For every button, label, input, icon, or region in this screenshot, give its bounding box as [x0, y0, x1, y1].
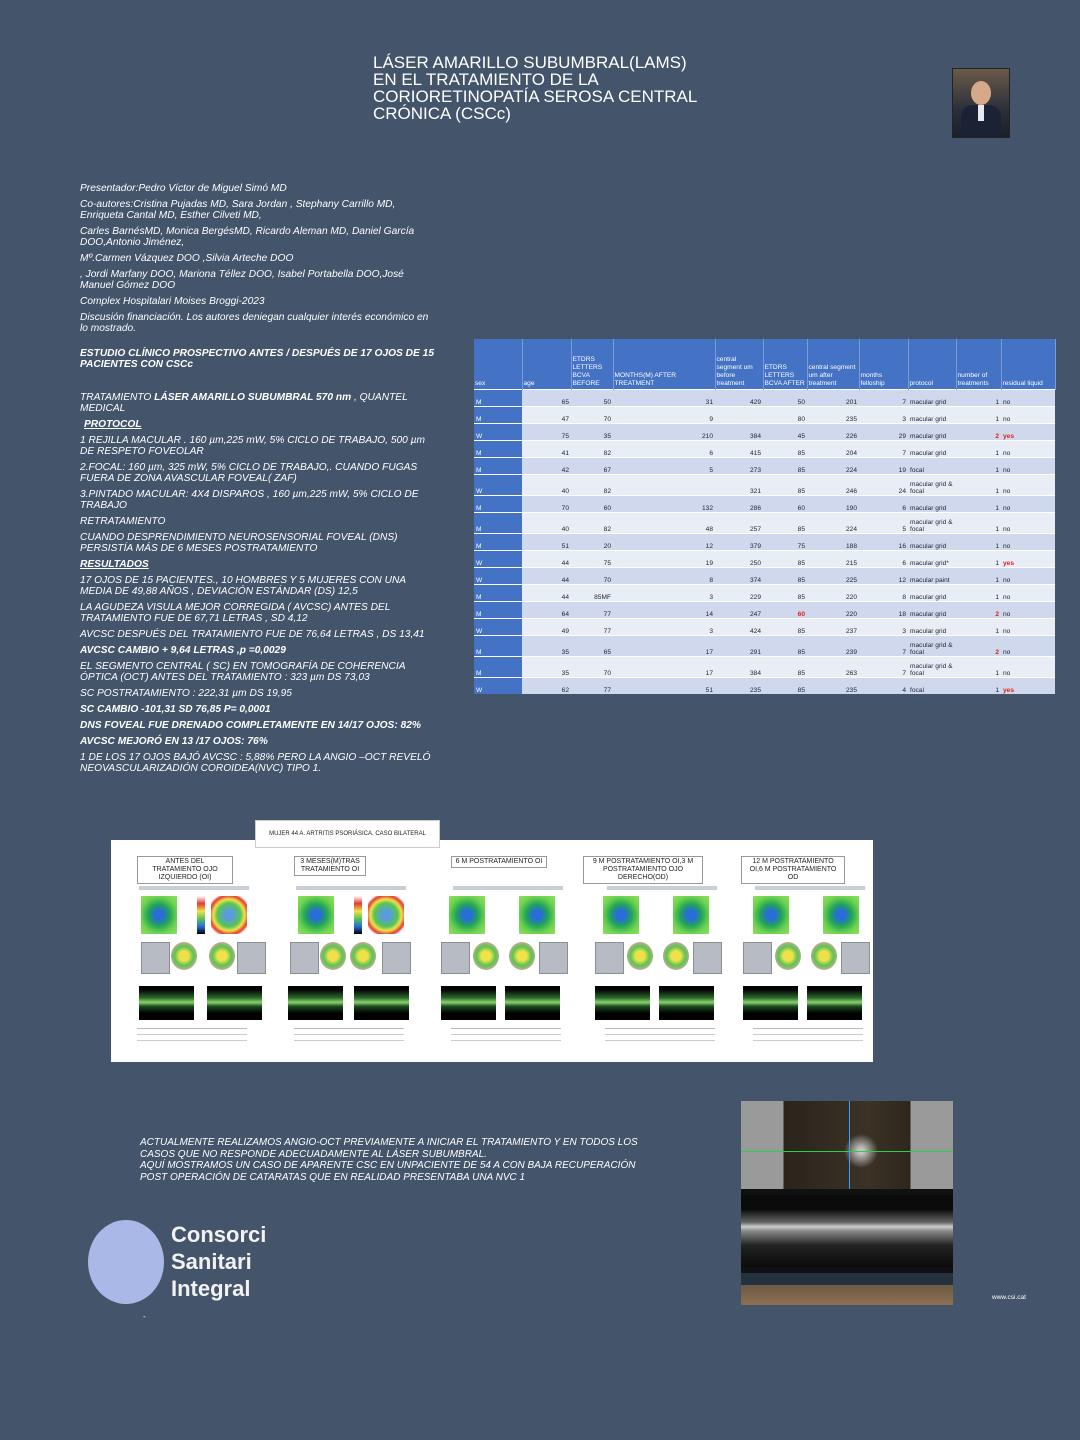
protocol-item: 3.PINTADO MACULAR: 4X4 DISPAROS , 160 µm,225 mW, 5% CICLO DE TRABAJO: [80, 489, 419, 511]
table-cell: 257: [715, 513, 763, 534]
retreat-text: CUANDO DESPRENDIMIENTO NEUROSENSORIAL FOVEAL (DNS) PERSISTÍA MÁS DE 6 MESES POSTRATAMIENTO: [80, 532, 398, 554]
table-cell: 1: [956, 551, 1001, 568]
result: DNS FOVEAL FUE DRENADO COMPLETAMENTE EN 14/17 OJOS: 82%: [80, 720, 421, 731]
table-cell: 70: [571, 657, 613, 678]
table-cell: 384: [715, 424, 763, 441]
table-cell: no: [1001, 657, 1055, 678]
coauthors: Mº.Carmen Vázquez DOO ,Silvia Arteche DOO: [80, 253, 294, 264]
table-cell: 85: [763, 585, 807, 602]
table-cell: 1: [956, 568, 1001, 585]
table-cell: 1: [956, 619, 1001, 636]
oct-report: [276, 848, 421, 1053]
table-cell: 19: [613, 551, 715, 568]
table-cell: no: [1001, 441, 1055, 458]
table-cell: 239: [807, 636, 859, 657]
table-cell: no: [1001, 534, 1055, 551]
table-cell: no: [1001, 458, 1055, 475]
table-cell: no: [1001, 496, 1055, 513]
table-cell: 235: [715, 678, 763, 695]
table-cell: no: [1001, 407, 1055, 424]
logo-text: Consorci Sanitari Integral: [171, 1222, 267, 1301]
table-cell: 70: [571, 407, 613, 424]
table-cell: 5: [613, 458, 715, 475]
column-header: number of treatments: [956, 339, 1001, 390]
table-cell: 75: [522, 424, 571, 441]
table-row: [474, 585, 1055, 602]
table-cell: no: [1001, 568, 1055, 585]
table-cell: M: [474, 534, 522, 551]
oct-panel: [111, 840, 873, 1062]
table-cell: M: [474, 636, 522, 657]
table-cell: 51: [522, 534, 571, 551]
table-cell: 35: [571, 424, 613, 441]
table-cell: 2: [956, 602, 1001, 619]
table-cell: 384: [715, 657, 763, 678]
table-cell: 75: [571, 551, 613, 568]
table-cell: 3: [613, 619, 715, 636]
table-cell: 24: [859, 475, 908, 496]
protocol-item: 1 REJILLA MACULAR . 160 µm,225 mW, 5% CICLO DE TRABAJO, 500 µm DE RESPETO FOVEOLAR: [80, 435, 426, 457]
table-cell: macular grid & focal: [908, 657, 956, 678]
table-row: [474, 513, 1055, 534]
oct-caption: 6 M POSTRATAMIENTO OI: [451, 856, 547, 868]
table-row: [474, 678, 1055, 695]
title-line: EN EL TRATAMIENTO DE LA: [373, 70, 599, 89]
presenter-photo: [952, 68, 1010, 138]
angio-oct-note: ACTUALMENTE REALIZAMOS ANGIO-OCT PREVIAMENTE A INICIAR EL TRATAMIENTO Y EN TODOS LOS CASOS QUE NO RESPONDE ADECUADAMENTE AL LÁSER SUBUMBRAL. AQUÍ MOSTRAMOS UN CASO DE APARENTE CSC EN UNPACIENTE DE 54 A CON BAJA RECUPERACIÓN POST OPERACIÓN DE CATARATAS QUE EN REALIDAD PRESENTABA UNA NVC 1: [140, 1137, 638, 1183]
table-cell: 50: [571, 390, 613, 407]
table-cell: [715, 407, 763, 424]
oct-report: [735, 848, 880, 1053]
table-cell: W: [474, 424, 522, 441]
patients-table: [474, 339, 1056, 694]
table-row: [474, 657, 1055, 678]
table-cell: 220: [807, 585, 859, 602]
table-cell: 85: [763, 513, 807, 534]
study-design: ESTUDIO CLÍNICO PROSPECTIVO ANTES / DESPUÉS DE 17 OJOS DE 15 PACIENTES CON CSCc: [80, 348, 435, 370]
table-cell: 85MF: [571, 585, 613, 602]
table-cell: 250: [715, 551, 763, 568]
presenter: Presentador:Pedro Víctor de Miguel Simó MD: [80, 183, 287, 194]
table-cell: 29: [859, 424, 908, 441]
table-cell: 47: [522, 407, 571, 424]
table-cell: macular grid: [908, 619, 956, 636]
left-column: [80, 183, 435, 779]
table-cell: 60: [571, 496, 613, 513]
oct-caption: 3 MESES(M)TRAS TRATAMIENTO OI: [294, 856, 366, 876]
column-header: central segment um after treatment: [807, 339, 859, 390]
table-row: [474, 475, 1055, 496]
footer-mark: -: [143, 1312, 146, 1321]
table-cell: macular grid & focal: [908, 475, 956, 496]
table-cell: 1: [956, 585, 1001, 602]
table-cell: M: [474, 390, 522, 407]
table-cell: macular grid: [908, 534, 956, 551]
table-cell: 65: [571, 636, 613, 657]
table-cell: 379: [715, 534, 763, 551]
table-cell: 51: [613, 678, 715, 695]
oct-report: [433, 848, 578, 1053]
table-cell: 1: [956, 513, 1001, 534]
table-cell: 226: [807, 424, 859, 441]
table-cell: no: [1001, 475, 1055, 496]
table-cell: 5: [859, 513, 908, 534]
table-cell: 210: [613, 424, 715, 441]
table-cell: macular grid: [908, 390, 956, 407]
column-header: protocol: [908, 339, 956, 390]
table-cell: 35: [522, 657, 571, 678]
table-cell: 82: [571, 441, 613, 458]
result: AVCSC DESPUÉS DEL TRATAMIENTO FUE DE 76,64 LETRAS , DS 13,41: [80, 629, 425, 640]
table-cell: 12: [613, 534, 715, 551]
table-cell: M: [474, 441, 522, 458]
column-header: sex: [474, 339, 522, 390]
table-cell: 225: [807, 568, 859, 585]
table-cell: M: [474, 657, 522, 678]
table-cell: macular grid: [908, 602, 956, 619]
table-cell: 429: [715, 390, 763, 407]
column-header: MONTHS(M) AFTER TREATMENT: [613, 339, 715, 390]
table-cell: 1: [956, 534, 1001, 551]
table-row: [474, 496, 1055, 513]
table-cell: 35: [522, 636, 571, 657]
table-cell: 45: [763, 424, 807, 441]
table-cell: yes: [1001, 678, 1055, 695]
table-cell: 215: [807, 551, 859, 568]
table-cell: 85: [763, 678, 807, 695]
result: AVCSC MEJORÓ EN 13 /17 OJOS: 76%: [80, 736, 268, 747]
case-label: MUJER 44 A. ARTRITIS PSORIÁSICA. CASO BILATERAL: [255, 820, 440, 848]
table-cell: M: [474, 585, 522, 602]
table-cell: W: [474, 619, 522, 636]
table-cell: 235: [807, 407, 859, 424]
table-row: [474, 424, 1055, 441]
table-cell: 1: [956, 390, 1001, 407]
table-cell: W: [474, 475, 522, 496]
table-row: [474, 441, 1055, 458]
table-cell: 415: [715, 441, 763, 458]
result: LA AGUDEZA VISULA MEJOR CORREGIDA ( AVCSC) ANTES DEL TRATAMIENTO FUE DE 67,71 LETRAS , SD 4,12: [80, 602, 391, 624]
table-cell: 3: [859, 619, 908, 636]
table-row: [474, 619, 1055, 636]
table-cell: 374: [715, 568, 763, 585]
protocol-item: 2.FOCAL: 160 µm, 325 mW, 5% CICLO DE TRABAJO,. CUANDO FUGAS FUERA DE ZONA AVASCULAR FOVEAL( ZAF): [80, 462, 418, 484]
column-header: residual liquid: [1001, 339, 1055, 390]
table-cell: 41: [522, 441, 571, 458]
table-cell: 2: [956, 424, 1001, 441]
table-cell: 85: [763, 636, 807, 657]
angio-oct-photo: [741, 1101, 953, 1305]
table-cell: 8: [859, 585, 908, 602]
table-cell: 7: [859, 390, 908, 407]
table-cell: 62: [522, 678, 571, 695]
table-cell: 1: [956, 441, 1001, 458]
table-cell: 247: [715, 602, 763, 619]
table-cell: 49: [522, 619, 571, 636]
table-cell: 17: [613, 636, 715, 657]
column-header: months felloship: [859, 339, 908, 390]
result: 1 DE LOS 17 OJOS BAJÓ AVCSC : 5,88% PERO LA ANGIO –OCT REVELÓ NEOVASCULARIZADIÓN COROIDEA(NVC) TIPO 1.: [80, 752, 431, 774]
table-cell: 1: [956, 496, 1001, 513]
table-cell: 321: [715, 475, 763, 496]
table-cell: no: [1001, 390, 1055, 407]
result: EL SEGMENTO CENTRAL ( SC) EN TOMOGRAFÍA DE COHERENCIA ÓPTICA (OCT) ANTES DEL TRATAMIENTO : 323 µm DS 73,03: [80, 661, 406, 683]
table-row: [474, 407, 1055, 424]
table-cell: 65: [522, 390, 571, 407]
table-cell: 17: [613, 657, 715, 678]
table-cell: 4: [859, 678, 908, 695]
table-cell: W: [474, 568, 522, 585]
table-cell: 6: [859, 551, 908, 568]
logo-circle-icon: [88, 1220, 164, 1304]
table-cell: 424: [715, 619, 763, 636]
result: SC POSTRATAMIENTO : 222,31 µm DS 19,95: [80, 688, 292, 699]
table-cell: macular grid & focal: [908, 513, 956, 534]
oct-caption: 9 M POSTRATAMIENTO OI,3 M POSTRATAMIENTO OJO DERECHO(OD): [583, 856, 703, 884]
table-cell: 237: [807, 619, 859, 636]
table-cell: 224: [807, 458, 859, 475]
table-cell: 7: [859, 636, 908, 657]
table-cell: 263: [807, 657, 859, 678]
coauthors: Carles BarnésMD, Monica BergésMD, Ricardo Aleman MD, Daniel García DOO,Antonio Jiménez,: [80, 226, 415, 248]
table-cell: 42: [522, 458, 571, 475]
table-cell: 80: [763, 407, 807, 424]
table-cell: 70: [571, 568, 613, 585]
table-cell: 132: [613, 496, 715, 513]
table-cell: 2: [956, 636, 1001, 657]
table-row: [474, 602, 1055, 619]
table-cell: 44: [522, 585, 571, 602]
table-cell: W: [474, 551, 522, 568]
table-cell: macular grid*: [908, 551, 956, 568]
table-row: [474, 458, 1055, 475]
table-cell: 82: [571, 513, 613, 534]
table-cell: 77: [571, 678, 613, 695]
table-cell: 286: [715, 496, 763, 513]
table-cell: no: [1001, 513, 1055, 534]
table-cell: 9: [613, 407, 715, 424]
table-row: [474, 551, 1055, 568]
oct-caption: 12 M POSTRATAMIENTO OI,6 M POSTRATAMIENTO OD: [741, 856, 845, 884]
column-header: age: [522, 339, 571, 390]
table-cell: yes: [1001, 551, 1055, 568]
treatment: TRATAMIENTO LÁSER AMARILLO SUBUMBRAL 570 nm , QUANTEL MEDICAL: [80, 392, 408, 414]
disclosure: Discusión financiación. Los autores deniegan cualquier interés económico en lo mostrado.: [80, 312, 429, 334]
table-cell: macular grid: [908, 424, 956, 441]
table-cell: no: [1001, 602, 1055, 619]
oct-report: [119, 848, 264, 1053]
table-cell: 190: [807, 496, 859, 513]
table-cell: focal: [908, 678, 956, 695]
results-heading: RESULTADOS: [80, 559, 149, 570]
table-row: [474, 636, 1055, 657]
table-cell: yes: [1001, 424, 1055, 441]
table-cell: 60: [763, 602, 807, 619]
table-cell: 85: [763, 619, 807, 636]
table-cell: 3: [613, 585, 715, 602]
table-row: [474, 534, 1055, 551]
table-cell: 20: [571, 534, 613, 551]
table-cell: 1: [956, 678, 1001, 695]
oct-caption: ANTES DEL TRATAMIENTO OJO IZQUIERDO (OI): [137, 856, 233, 884]
table-cell: 7: [859, 657, 908, 678]
table-cell: 82: [571, 475, 613, 496]
table-cell: 1: [956, 475, 1001, 496]
oct-report: [587, 848, 732, 1053]
institution: Complex Hospitalari Moises Broggi-2023: [80, 296, 265, 307]
table-cell: 7: [859, 441, 908, 458]
table-cell: 67: [571, 458, 613, 475]
table-cell: 16: [859, 534, 908, 551]
table-cell: W: [474, 678, 522, 695]
table-cell: 6: [859, 496, 908, 513]
table-cell: 19: [859, 458, 908, 475]
poster-title: [373, 54, 793, 122]
result: 17 OJOS DE 15 PACIENTES., 10 HOMBRES Y 5 MUJERES CON UNA MEDIA DE 49,88 AÑOS , DEVIACIÓN ESTÁNDAR (DS) 12,5: [80, 575, 406, 597]
table-cell: no: [1001, 619, 1055, 636]
coauthors: Co-autores:Cristina Pujadas MD, Sara Jordan , Stephany Carrillo MD, Enriqueta Cantal MD, Esther Cilveti MD,: [80, 199, 396, 221]
table-cell: M: [474, 458, 522, 475]
result: SC CAMBIO -101,31 SD 76,85 P= 0,0001: [80, 704, 271, 715]
website: www.csi.cat: [992, 1294, 1026, 1301]
table-cell: 85: [763, 475, 807, 496]
table-cell: macular grid: [908, 496, 956, 513]
table-cell: 204: [807, 441, 859, 458]
table-cell: 12: [859, 568, 908, 585]
table-cell: 220: [807, 602, 859, 619]
table-cell: 85: [763, 657, 807, 678]
table-cell: 60: [763, 496, 807, 513]
table-cell: 235: [807, 678, 859, 695]
title-line: LÁSER AMARILLO SUBUMBRAL(LAMS): [373, 53, 687, 72]
table-cell: 3: [859, 407, 908, 424]
table-cell: 1: [956, 407, 1001, 424]
table-cell: 40: [522, 513, 571, 534]
table-cell: macular paint: [908, 568, 956, 585]
table-cell: 246: [807, 475, 859, 496]
table-cell: 18: [859, 602, 908, 619]
coauthors: , Jordi Marfany DOO, Mariona Téllez DOO, Isabel Portabella DOO,José Manuel Gómez DOO: [80, 269, 404, 291]
table-cell: M: [474, 407, 522, 424]
table-cell: no: [1001, 636, 1055, 657]
table-cell: 14: [613, 602, 715, 619]
table-cell: 85: [763, 568, 807, 585]
table-cell: 291: [715, 636, 763, 657]
table-body: [474, 390, 1055, 695]
table-row: [474, 568, 1055, 585]
table-cell: 188: [807, 534, 859, 551]
table-cell: 85: [763, 551, 807, 568]
table-cell: 8: [613, 568, 715, 585]
table-cell: M: [474, 513, 522, 534]
table-cell: 85: [763, 458, 807, 475]
table-cell: 6: [613, 441, 715, 458]
table-cell: 40: [522, 475, 571, 496]
table-cell: 1: [956, 657, 1001, 678]
table-cell: [613, 475, 715, 496]
table-cell: 85: [763, 441, 807, 458]
table-cell: 77: [571, 619, 613, 636]
protocol-heading: PROTOCOL: [84, 419, 142, 430]
title-line: CRÓNICA (CSCc): [373, 104, 511, 123]
table-cell: 224: [807, 513, 859, 534]
table-cell: 64: [522, 602, 571, 619]
table-cell: M: [474, 496, 522, 513]
table-cell: 70: [522, 496, 571, 513]
table-header: [474, 339, 1055, 390]
table-cell: no: [1001, 585, 1055, 602]
table-cell: 273: [715, 458, 763, 475]
table-cell: macular grid: [908, 407, 956, 424]
table-cell: 229: [715, 585, 763, 602]
title-line: CORIORETINOPATÍA SEROSA CENTRAL: [373, 87, 698, 106]
table-cell: 31: [613, 390, 715, 407]
column-header: ETDRS LETTERS BCVA BEFORE: [571, 339, 613, 390]
table-cell: macular grid & focal: [908, 636, 956, 657]
table-cell: 48: [613, 513, 715, 534]
table-cell: macular grid: [908, 585, 956, 602]
table-cell: 77: [571, 602, 613, 619]
column-header: ETDRS LETTERS BCVA AFTER: [763, 339, 807, 390]
table-cell: M: [474, 602, 522, 619]
table-cell: 75: [763, 534, 807, 551]
retreat-heading: RETRATAMIENTO: [80, 516, 166, 527]
table-cell: 50: [763, 390, 807, 407]
table-cell: 44: [522, 568, 571, 585]
table-cell: 44: [522, 551, 571, 568]
table-row: [474, 390, 1055, 407]
table-cell: 1: [956, 458, 1001, 475]
column-header: central segment um before treatment: [715, 339, 763, 390]
table-cell: 201: [807, 390, 859, 407]
result: AVCSC CAMBIO + 9,64 LETRAS ,p =0,0029: [80, 645, 286, 656]
table-cell: focal: [908, 458, 956, 475]
table-cell: macular grid: [908, 441, 956, 458]
